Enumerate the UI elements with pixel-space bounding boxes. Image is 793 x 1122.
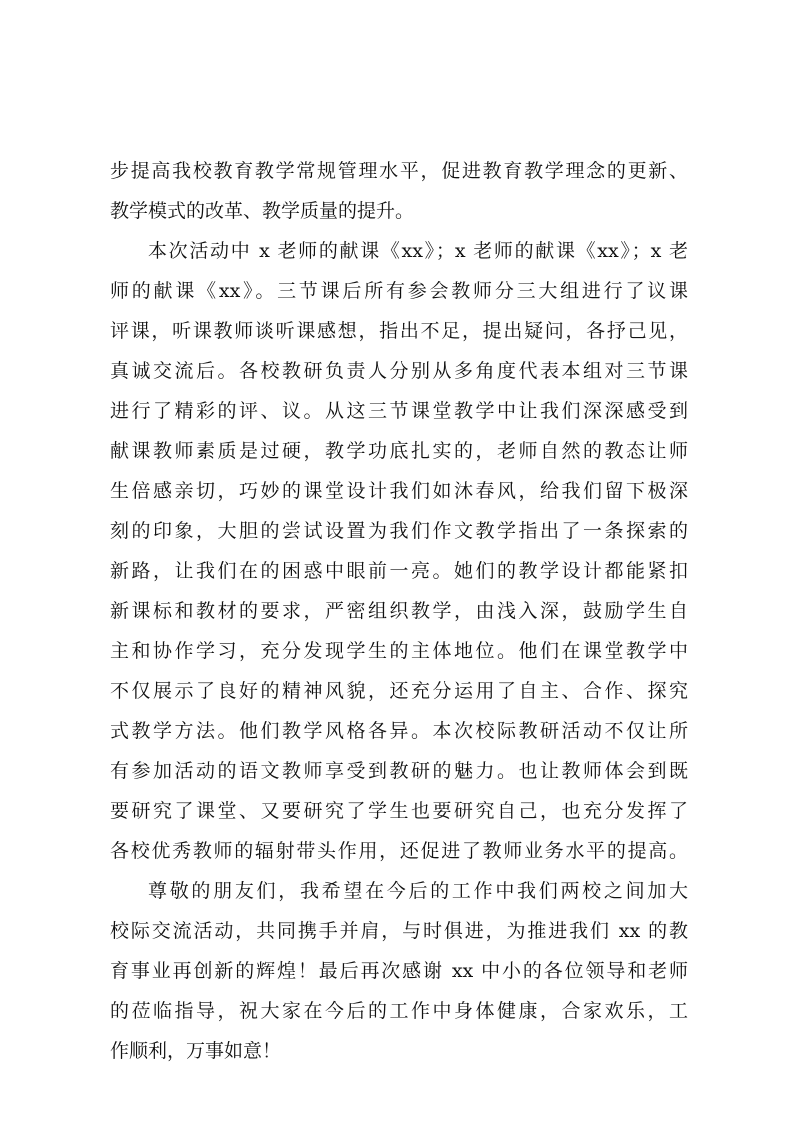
- paragraph-line: 师的献课《xx》。三节课后所有参会教师分三大组进行了议课: [110, 280, 688, 302]
- paragraph-line: 育事业再创新的辉煌！最后再次感谢 xx 中小的各位领导和老师: [110, 960, 688, 982]
- paragraph-line: 的莅临指导，祝大家在今后的工作中身体健康，合家欢乐，工: [110, 1000, 688, 1022]
- paragraph-line: 要研究了课堂、又要研究了学生也要研究自己，也充分发挥了: [110, 800, 688, 822]
- paragraph-line: 各校优秀教师的辐射带头作用，还促进了教师业务水平的提高。: [110, 840, 688, 862]
- paragraph-line: 新课标和教材的要求，严密组织教学，由浅入深，鼓励学生自: [110, 600, 688, 622]
- paragraph-line: 不仅展示了良好的精神风貌，还充分运用了自主、合作、探究: [110, 680, 688, 702]
- paragraph-line: 本次活动中 x 老师的献课《xx》；x 老师的献课《xx》；x 老: [148, 240, 688, 262]
- paragraph-line: 生倍感亲切，巧妙的课堂设计我们如沐春风，给我们留下极深: [110, 480, 688, 502]
- paragraph-line: 进行了精彩的评、议。从这三节课堂教学中让我们深深感受到: [110, 400, 688, 422]
- paragraph-line: 刻的印象，大胆的尝试设置为我们作文教学指出了一条探索的: [110, 520, 688, 542]
- paragraph-line: 真诚交流后。各校教研负责人分别从多角度代表本组对三节课: [110, 360, 688, 382]
- paragraph-line: 校际交流活动，共同携手并肩，与时俱进，为推进我们 xx 的教: [110, 920, 688, 942]
- paragraph-line: 主和协作学习，充分发现学生的主体地位。他们在课堂教学中: [110, 640, 688, 662]
- paragraph-line: 步提高我校教育教学常规管理水平，促进教育教学理念的更新、: [110, 160, 688, 182]
- paragraph-line: 尊敬的朋友们，我希望在今后的工作中我们两校之间加大: [148, 880, 688, 902]
- paragraph-line: 有参加活动的语文教师享受到教研的魅力。也让教师体会到既: [110, 760, 688, 782]
- paragraph-line: 献课教师素质是过硬，教学功底扎实的，老师自然的教态让师: [110, 440, 688, 462]
- paragraph-line: 作顺利，万事如意！: [110, 1040, 282, 1062]
- paragraph-line: 新路，让我们在的困惑中眼前一亮。她们的教学设计都能紧扣: [110, 560, 688, 582]
- paragraph-line: 评课，听课教师谈听课感想，指出不足，提出疑问，各抒己见，: [110, 320, 688, 342]
- paragraph-line: 教学模式的改革、教学质量的提升。: [110, 200, 415, 222]
- paragraph-line: 式教学方法。他们教学风格各异。本次校际教研活动不仅让所: [110, 720, 688, 742]
